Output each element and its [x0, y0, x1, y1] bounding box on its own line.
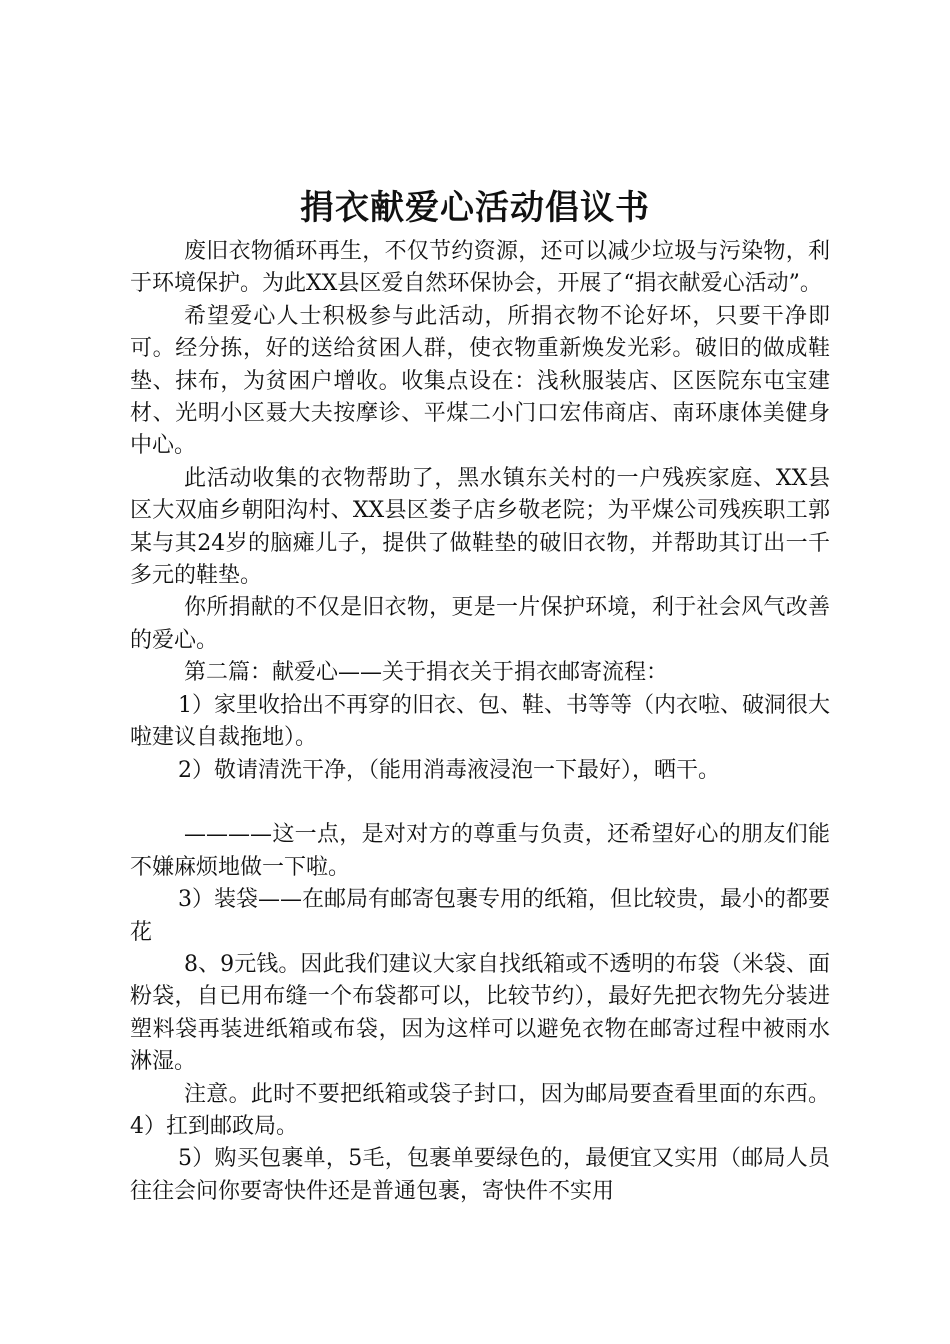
- paragraph-step-5: 5）购买包裹单，5毛，包裹单要绿色的，最便宜又实用（邮局人员往往会问你要寄快件还是普通包裹，寄快件不实用: [130, 1146, 830, 1204]
- paragraph-step-1: 1）家里收拾出不再穿的旧衣、包、鞋、书等等（内衣啦、破洞很大啦建议自裁拖地）。: [130, 692, 830, 751]
- paragraph-step-2-note: ————这一点，是对对方的尊重与负责，还希望好心的朋友们能不嫌麻烦地做一下啦。: [130, 822, 830, 880]
- document-body: [130, 236, 830, 1208]
- paragraph-section-two-heading: 第二篇：献爱心——关于捐衣关于捐衣邮寄流程：: [184, 660, 669, 686]
- paragraph-step-4: 注意。此时不要把纸箱或袋子封口，因为邮局要查看里面的东西。4）扛到邮政局。: [130, 1081, 830, 1139]
- paragraph-step-3-detail: 8、9元钱。因此我们建议大家自找纸箱或不透明的布袋（米袋、面粉袋，自已用布缝一个布袋都可以，比较节约），最好先把衣物先分装进塑料袋再装进纸箱或布袋，因为这样可以避免衣物在邮寄过程中被雨水淋湿。: [130, 951, 830, 1075]
- paragraph-appeal: 你所捐献的不仅是旧衣物，更是一片保护环境，利于社会风气改善的爱心。: [130, 595, 830, 653]
- paragraph-step-2: 2）敬请清洗干净，（能用消毒液浸泡一下最好），晒干。: [178, 757, 720, 783]
- document-title: 捐衣献爱心活动倡议书: [300, 188, 650, 228]
- paragraph-step-3: 3）装袋——在邮局有邮寄包裹专用的纸箱，但比较贵，最小的都要花: [130, 887, 830, 945]
- paragraph-help-results: 此活动收集的衣物帮助了，黑水镇东关村的一户残疾家庭、XX县区大双庙乡朝阳沟村、XX县区娄子店乡敬老院；为平煤公司残疾职工郭某与其24岁的脑瘫儿子，提供了做鞋垫的破旧衣物，并帮助其订出一千多元的鞋垫。: [130, 465, 830, 589]
- blank-line: [130, 787, 830, 819]
- paragraph-collection-points: 希望爱心人士积极参与此活动，所捐衣物不论好坏，只要干净即可。经分拣，好的送给贫困人群，使衣物重新焕发光彩。破旧的做成鞋垫、抹布，为贫困户增收。收集点设在：浅秋服装店、区医院东屯宝建材、光明小区聂大夫按摩诊、平煤二小门口宏伟商店、南环康体美健身中心。: [130, 303, 830, 459]
- paragraph-intro: 废旧衣物循环再生，不仅节约资源，还可以减少垃圾与污染物，利于环境保护。为此XX县区爱自然环保协会，开展了“捐衣献爱心活动”。: [130, 239, 830, 297]
